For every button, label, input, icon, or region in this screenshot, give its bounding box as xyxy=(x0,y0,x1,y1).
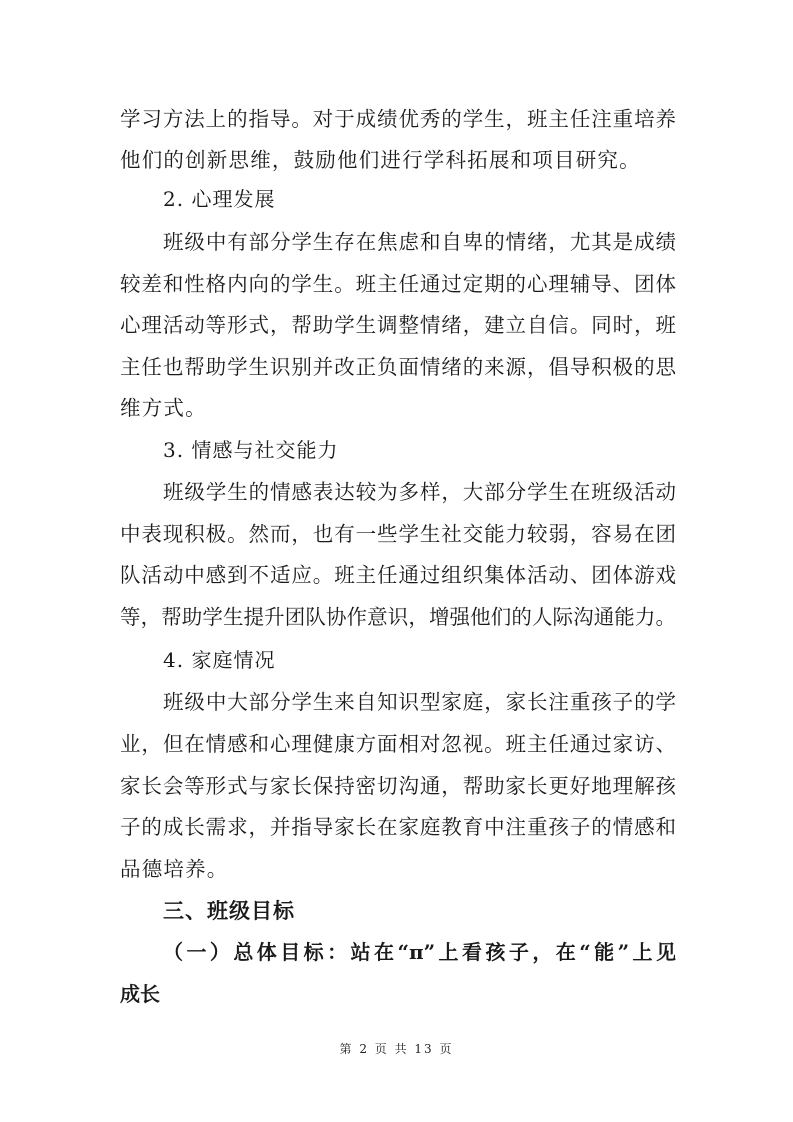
goal-heading-line: 成长 xyxy=(120,982,160,1006)
paragraph-line: 班级学生的情感表达较为多样，大部分学生在班级活动 xyxy=(163,480,676,504)
paragraph-line: 中表现积极。然而，也有一些学生社交能力较弱，容易在团 xyxy=(120,522,676,546)
page-number: 第 2 页 共 13 页 xyxy=(339,1042,454,1056)
subheading-psychology: 2. 心理发展 xyxy=(163,187,276,211)
paragraph-line: 心理活动等形式，帮助学生调整情绪，建立自信。同时，班 xyxy=(120,313,676,337)
paragraph-line: 业，但在情感和心理健康方面相对忽视。班主任通过家访、 xyxy=(120,732,676,756)
goal-heading-line: （一）总体目标：站在“π”上看孩子，在“能”上见 xyxy=(163,940,676,964)
paragraph-line: 队活动中感到不适应。班主任通过组织集体活动、团体游戏 xyxy=(120,563,676,587)
paragraph-line: 子的成长需求，并指导家长在家庭教育中注重孩子的情感和 xyxy=(120,815,676,839)
paragraph-line: 班级中大部分学生来自知识型家庭，家长注重孩子的学 xyxy=(163,690,676,714)
paragraph-line: 家长会等形式与家长保持密切沟通，帮助家长更好地理解孩 xyxy=(120,774,676,798)
paragraph-line: 较差和性格内向的学生。班主任通过定期的心理辅导、团体 xyxy=(120,272,676,296)
paragraph-line: 等，帮助学生提升团队协作意识，增强他们的人际沟通能力。 xyxy=(120,605,676,629)
paragraph-line: 维方式。 xyxy=(120,396,207,420)
subheading-social: 3. 情感与社交能力 xyxy=(163,438,339,462)
paragraph-line: 品德培养。 xyxy=(120,857,229,881)
paragraph-line: 他们的创新思维，鼓励他们进行学科拓展和项目研究。 xyxy=(120,148,641,172)
section-heading-class-goals: 三、班级目标 xyxy=(163,899,295,923)
paragraph-line: 主任也帮助学生识别并改正负面情绪的来源，倡导积极的思 xyxy=(120,355,676,379)
paragraph-line: 班级中有部分学生存在焦虑和自卑的情绪，尤其是成绩 xyxy=(163,230,676,254)
subheading-family: 4. 家庭情况 xyxy=(163,648,276,672)
paragraph-line: 学习方法上的指导。对于成绩优秀的学生，班主任注重培养 xyxy=(120,107,676,131)
